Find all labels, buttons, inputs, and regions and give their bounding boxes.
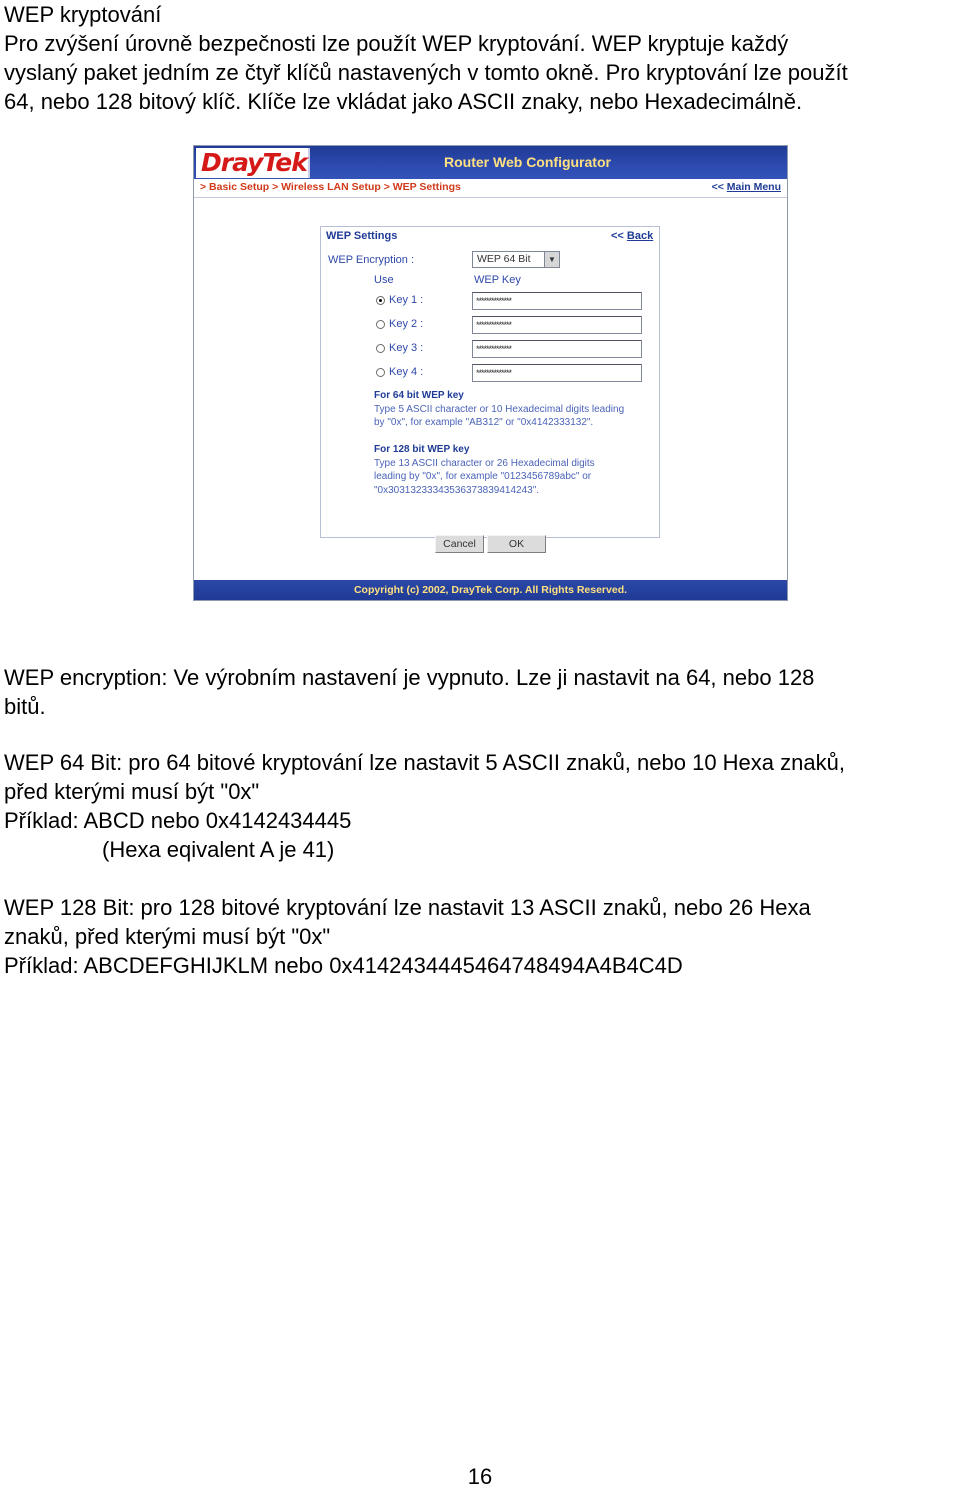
- ok-button[interactable]: OK: [487, 535, 546, 553]
- key-3-label: Key 3 :: [389, 342, 424, 354]
- paragraph-line: WEP encryption: Ve výrobním nastavení je vypnuto. Lze ji nastavit na 64, nebo 128: [4, 665, 815, 690]
- intro-line: Pro zvýšení úrovně bezpečnosti lze použít WEP kryptování. WEP kryptuje každý: [4, 31, 789, 56]
- key-2-input[interactable]: **************: [472, 316, 642, 334]
- hint-128-title: For 128 bit WEP key: [374, 444, 470, 455]
- hint-64-line: Type 5 ASCII character or 10 Hexadecimal digits leading: [374, 403, 625, 415]
- key-4-label: Key 4 :: [389, 366, 424, 378]
- hint-64-line: by "0x", for example "AB312" or "0x4142333132".: [374, 417, 594, 428]
- hint-64-title: For 64 bit WEP key: [374, 390, 464, 401]
- key-1-radio[interactable]: [376, 296, 385, 305]
- hint-64-bit: [374, 389, 624, 430]
- encryption-label: WEP Encryption :: [328, 254, 414, 266]
- use-label: Use: [374, 274, 394, 286]
- paragraph-line: bitů.: [4, 694, 46, 719]
- logo-text: DrayTek: [201, 148, 307, 177]
- back-label[interactable]: Back: [626, 230, 654, 242]
- key-2-label: Key 2 :: [389, 318, 424, 330]
- intro-section: [4, 0, 848, 116]
- app-title: Router Web Configurator: [444, 154, 611, 170]
- hint-128-line: "0x30313233343536373839414243".: [374, 484, 540, 496]
- hint-128-line: Type 13 ASCII character or 26 Hexadecimal digits: [374, 457, 595, 469]
- key-4-radio[interactable]: [376, 368, 385, 377]
- header-bar: [194, 146, 787, 179]
- footer-bar: [194, 580, 787, 600]
- main-menu-link[interactable]: [712, 181, 781, 193]
- key-1-input[interactable]: **************: [472, 292, 642, 310]
- intro-line: vyslaný paket jedním ze čtyř klíčů nastavených v tomto okně. Pro kryptování lze použít: [4, 60, 848, 85]
- encryption-value: WEP 64 Bit: [477, 253, 531, 265]
- hint-128-bit: [374, 443, 595, 497]
- key-1-label: Key 1 :: [389, 294, 424, 306]
- main-menu-label[interactable]: Main Menu: [726, 181, 781, 193]
- back-prefix: <<: [611, 230, 624, 242]
- wep-key-label: WEP Key: [474, 274, 521, 286]
- back-link[interactable]: [611, 230, 653, 242]
- section-heading: WEP kryptování: [4, 2, 162, 27]
- paragraph-line: WEP 64 Bit: pro 64 bitové kryptování lze nastavit 5 ASCII znaků, nebo 10 Hexa znaků,: [4, 750, 845, 775]
- cancel-button[interactable]: Cancel: [435, 535, 484, 553]
- paragraph-wep64: [4, 748, 845, 864]
- intro-line: 64, nebo 128 bitový klíč. Klíče lze vkládat jako ASCII znaky, nebo Hexadecimálně.: [4, 89, 803, 114]
- copyright: Copyright (c) 2002, DrayTek Corp. All Rights Reserved.: [353, 584, 628, 596]
- paragraph-line: (Hexa eqivalent A je 41): [102, 837, 335, 862]
- paragraph-line: WEP 128 Bit: pro 128 bitové kryptování lze nastavit 13 ASCII znaků, nebo 26 Hexa: [4, 895, 811, 920]
- panel-title: WEP Settings: [326, 230, 398, 242]
- logo: [196, 148, 310, 178]
- paragraph-wep128: [4, 893, 811, 980]
- hint-128-line: leading by "0x", for example "0123456789abc" or: [374, 471, 592, 482]
- paragraph-line: Příklad: ABCD nebo 0x4142434445: [4, 808, 352, 833]
- page-number: 16: [467, 1464, 493, 1489]
- key-3-input[interactable]: **************: [472, 340, 642, 358]
- main-menu-prefix: <<: [711, 181, 724, 193]
- paragraph-line: znaků, před kterými musí být "0x": [4, 924, 331, 949]
- key-2-radio[interactable]: [376, 320, 385, 329]
- paragraph-line: před kterými musí být "0x": [4, 779, 260, 804]
- paragraph-line: Příklad: ABCDEFGHIJKLM nebo 0x4142434445464748494A4B4C4D: [4, 953, 683, 978]
- nav-bar: [194, 179, 787, 198]
- breadcrumb[interactable]: > Basic Setup > Wireless LAN Setup > WEP Settings: [200, 181, 461, 193]
- router-config-screenshot: [193, 145, 788, 601]
- key-4-input[interactable]: **************: [472, 364, 642, 382]
- paragraph-encryption: [4, 663, 814, 721]
- dropdown-arrow-icon[interactable]: ▼: [544, 252, 559, 267]
- key-3-radio[interactable]: [376, 344, 385, 353]
- encryption-select[interactable]: [472, 251, 560, 268]
